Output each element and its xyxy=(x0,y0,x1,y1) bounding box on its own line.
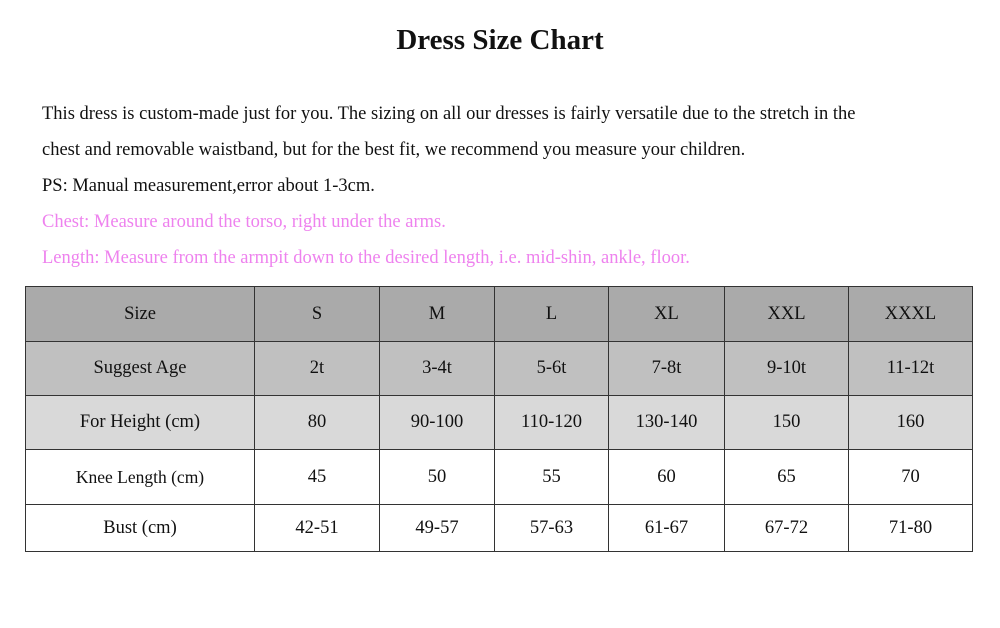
table-cell: L xyxy=(495,287,609,342)
row-label: For Height (cm) xyxy=(26,396,255,450)
table-cell: 57-63 xyxy=(495,505,609,552)
row-label: Knee Length (cm) xyxy=(26,450,255,505)
row-label: Bust (cm) xyxy=(26,505,255,552)
size-chart-table xyxy=(25,286,973,552)
table-cell: 150 xyxy=(725,396,849,450)
table-cell: 3-4t xyxy=(380,342,495,396)
table-cell: 5-6t xyxy=(495,342,609,396)
table-cell: 49-57 xyxy=(380,505,495,552)
table-cell: 61-67 xyxy=(609,505,725,552)
table-cell: M xyxy=(380,287,495,342)
table-cell: XL xyxy=(609,287,725,342)
table-row-height xyxy=(26,396,973,450)
table-cell: 50 xyxy=(380,450,495,505)
table-row-bust xyxy=(26,505,973,552)
table-cell: S xyxy=(255,287,380,342)
table-cell: 2t xyxy=(255,342,380,396)
intro-text xyxy=(42,96,972,276)
table-cell: 11-12t xyxy=(849,342,973,396)
table-cell: 60 xyxy=(609,450,725,505)
table-row-size xyxy=(26,287,973,342)
table-row-age xyxy=(26,342,973,396)
row-label: Size xyxy=(26,287,255,342)
table-cell: 45 xyxy=(255,450,380,505)
table-cell: XXL xyxy=(725,287,849,342)
table-cell: 80 xyxy=(255,396,380,450)
table-cell: 71-80 xyxy=(849,505,973,552)
page-title: Dress Size Chart xyxy=(396,24,604,56)
length-note: Length: Measure from the armpit down to the desired length, i.e. mid-shin, ankle, floor. xyxy=(42,248,690,268)
table-cell: 160 xyxy=(849,396,973,450)
table-cell: 70 xyxy=(849,450,973,505)
ps-note: PS: Manual measurement,error about 1-3cm. xyxy=(42,176,375,196)
table-cell: 65 xyxy=(725,450,849,505)
table-cell: 55 xyxy=(495,450,609,505)
table-cell: 110-120 xyxy=(495,396,609,450)
intro-line: This dress is custom-made just for you. The sizing on all our dresses is fairly versatile due to the stretch in the xyxy=(42,104,856,124)
chest-note: Chest: Measure around the torso, right under the arms. xyxy=(42,212,446,232)
table-row-knee-length xyxy=(26,450,973,505)
table-cell: 130-140 xyxy=(609,396,725,450)
table-cell: XXXL xyxy=(849,287,973,342)
table-cell: 9-10t xyxy=(725,342,849,396)
row-label: Suggest Age xyxy=(26,342,255,396)
intro-line: chest and removable waistband, but for the best fit, we recommend you measure your children. xyxy=(42,140,746,160)
table-cell: 42-51 xyxy=(255,505,380,552)
table-cell: 67-72 xyxy=(725,505,849,552)
table-cell: 7-8t xyxy=(609,342,725,396)
table-cell: 90-100 xyxy=(380,396,495,450)
